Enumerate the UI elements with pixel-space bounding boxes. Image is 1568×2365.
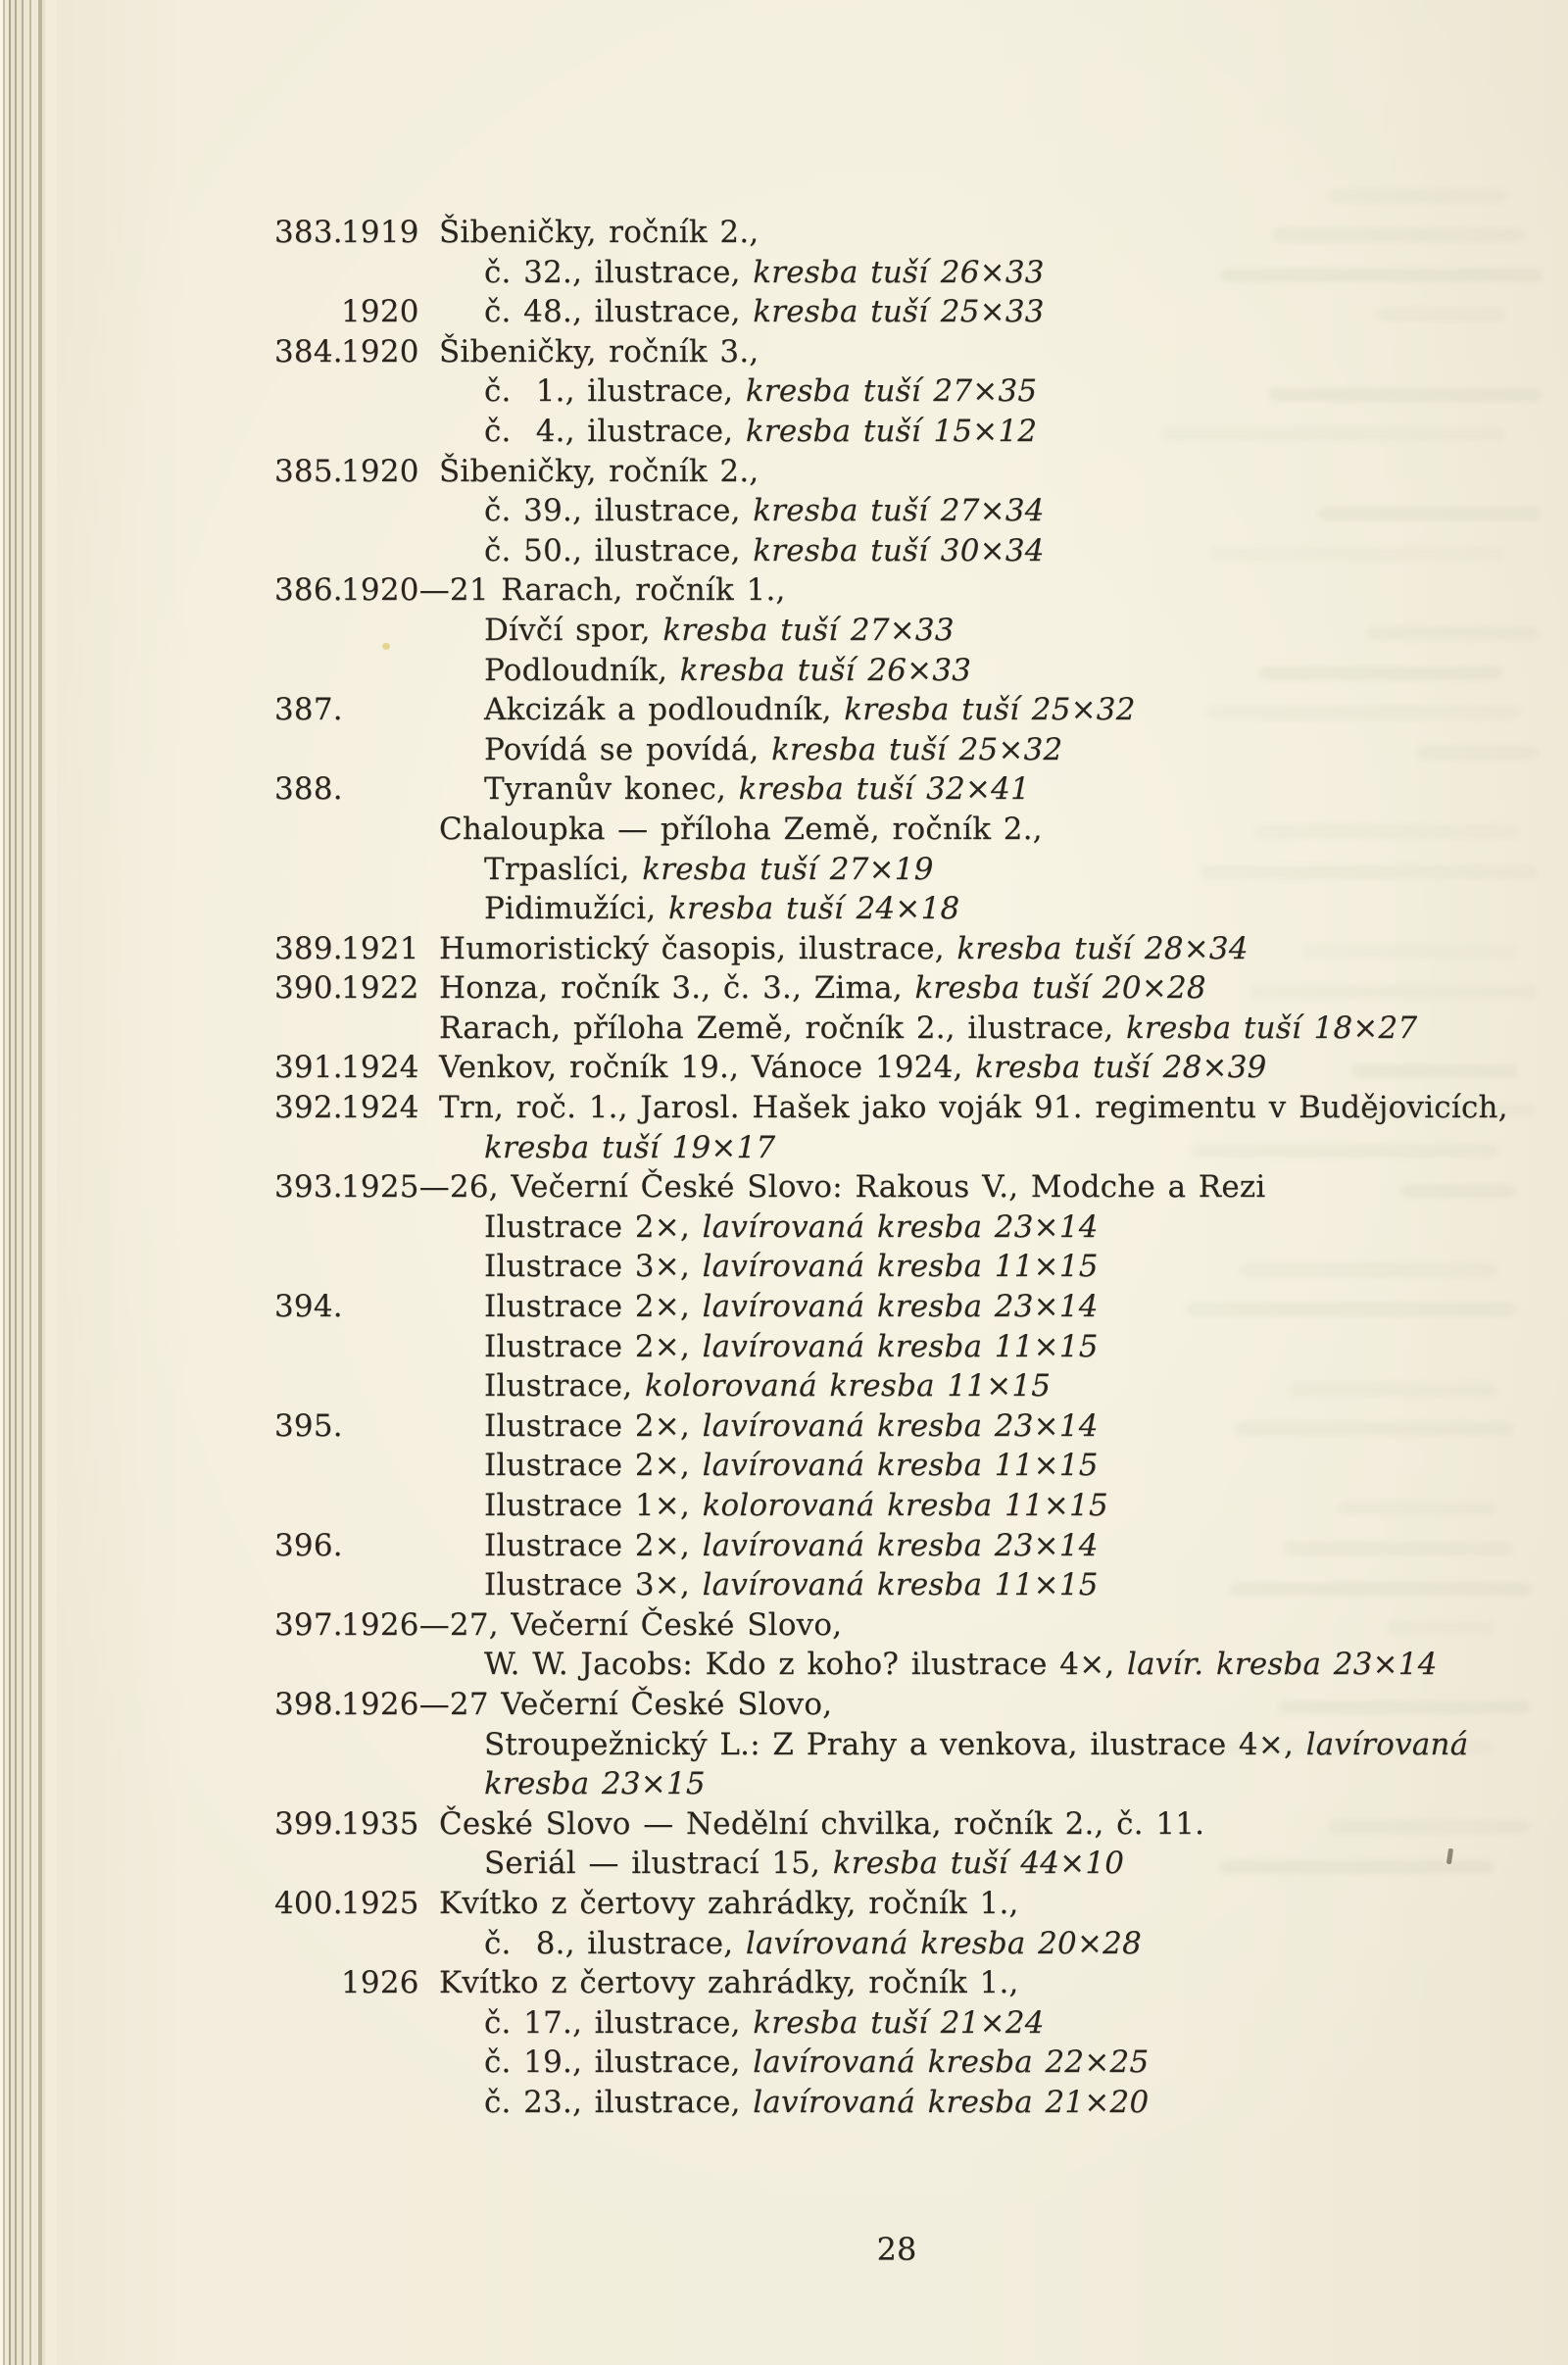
entry-number: 383.: [274, 215, 343, 250]
entry-number: 396.: [274, 1527, 343, 1563]
catalog-line: [274, 1167, 1539, 1207]
entry-year: 1935: [341, 1805, 432, 1842]
entry-text: Pidimužíci,: [484, 891, 669, 927]
entry-text: Ilustrace 1×,: [484, 1488, 703, 1523]
entry-year: 1919: [341, 215, 432, 250]
catalog-line: [274, 1287, 1539, 1327]
catalog-list: [274, 213, 1539, 2123]
technique-dimension-text: kresba tuší 28×39: [975, 1050, 1267, 1086]
entry-year: 1926—27,: [341, 1606, 512, 1643]
entry-text: Šibeničky, ročník 3.,: [439, 333, 760, 370]
technique-dimension-text: kresba tuší 27×33: [662, 612, 955, 648]
entry-year: 1925—26,: [341, 1169, 512, 1206]
technique-dimension-text: kresba 23×15: [484, 1766, 706, 1802]
catalog-line: [274, 1884, 1539, 1924]
entry-text: Rarach, příloha Země, ročník 2., ilustrace,: [439, 1010, 1126, 1046]
entry-year: [341, 690, 484, 730]
catalog-line: [274, 1486, 1539, 1526]
technique-dimension-text: lavírovaná kresba 23×14: [702, 1407, 1099, 1444]
catalog-line: [274, 651, 1539, 691]
technique-dimension-text: lavírovaná kresba 11×15: [702, 1328, 1099, 1364]
entry-year: 1926—27: [341, 1686, 502, 1722]
catalog-line: [274, 968, 1539, 1009]
entry-number: 393.: [274, 1169, 343, 1206]
technique-dimension-text: kresba tuší 26×33: [753, 254, 1045, 290]
technique-dimension-text: lavírovaná kresba 11×15: [702, 1567, 1099, 1603]
entry-number: 400.: [274, 1885, 343, 1921]
technique-dimension-text: lavírovaná kresba 11×15: [702, 1448, 1099, 1484]
entry-text: Ilustrace 3×,: [484, 1249, 703, 1285]
catalog-line: [274, 253, 1539, 293]
entry-text: Večerní České Slovo,: [501, 1686, 833, 1722]
entry-text: Kvítko z čertovy zahrádky, ročník 1.,: [439, 1885, 1019, 1921]
catalog-line: [274, 570, 1539, 611]
catalog-line: [274, 1207, 1539, 1248]
technique-dimension-text: kresba tuší 30×34: [753, 532, 1045, 568]
entry-year: 1920: [341, 333, 432, 370]
technique-dimension-text: kolorovaná kresba 11×15: [702, 1488, 1108, 1523]
entry-year: 1924: [341, 1090, 432, 1126]
catalog-line: [274, 2043, 1539, 2083]
entry-text: Ilustrace 2×,: [484, 1448, 703, 1484]
catalog-line: [274, 1366, 1539, 1406]
entry-year: 1920: [341, 294, 432, 330]
entry-text: Trpaslíci,: [484, 851, 643, 887]
entry-number: 390.: [274, 970, 343, 1007]
entry-number: 398.: [274, 1686, 343, 1722]
entry-text: Tyranův konec,: [484, 771, 739, 808]
entry-text: č. 50., ilustrace,: [484, 532, 754, 568]
entry-text: Večerní České Slovo: Rakous V., Modche a Rezi: [511, 1169, 1266, 1206]
catalog-line: [274, 1804, 1539, 1845]
catalog-line: [274, 452, 1539, 492]
technique-dimension-text: kresba tuší 44×10: [832, 1846, 1125, 1882]
catalog-line: [274, 1645, 1539, 1685]
technique-dimension-text: kolorovaná kresba 11×15: [644, 1368, 1052, 1404]
catalog-line: [274, 1844, 1539, 1884]
entry-text: č. 39., ilustrace,: [484, 493, 754, 529]
entry-number: 399.: [274, 1805, 343, 1842]
catalog-line: [274, 1565, 1539, 1605]
entry-year: 1924: [341, 1050, 432, 1086]
entry-text: Chaloupka — příloha Země, ročník 2.,: [439, 811, 1043, 847]
page-number: 28: [876, 2231, 917, 2268]
entry-text: Honza, ročník 3., č. 3., Zima,: [439, 970, 915, 1007]
catalog-line: [274, 1446, 1539, 1486]
entry-text: Ilustrace 2×,: [484, 1328, 703, 1364]
scan-speck: [382, 643, 390, 650]
catalog-line: [274, 1088, 1539, 1128]
entry-text: č. 19., ilustrace,: [484, 2045, 754, 2081]
entry-text: č. 23., ilustrace,: [484, 2084, 754, 2120]
entry-text: Povídá se povídá,: [484, 731, 772, 767]
catalog-line: [274, 1009, 1539, 1049]
entry-text: Večerní České Slovo,: [511, 1606, 843, 1643]
catalog-line: [274, 2083, 1539, 2123]
entry-text: č. 4., ilustrace,: [484, 413, 746, 449]
technique-dimension-text: kresba tuší 20×28: [914, 970, 1206, 1007]
entry-text: Ilustrace 3×,: [484, 1567, 703, 1603]
entry-number: 394.: [274, 1289, 343, 1325]
entry-number: 397.: [274, 1606, 343, 1643]
catalog-line: [274, 2003, 1539, 2044]
technique-dimension-text: kresba tuší 26×33: [679, 652, 972, 688]
entry-text: Stroupežnický L.: Z Prahy a venkova, ilustrace 4×,: [484, 1726, 1306, 1762]
catalog-line: [274, 491, 1539, 531]
book-edge-left: [0, 0, 57, 2365]
catalog-line: [274, 611, 1539, 651]
entry-year: 1920: [341, 453, 432, 489]
entry-text: Podloudník,: [484, 652, 680, 688]
entry-text: Ilustrace 2×,: [484, 1208, 703, 1245]
catalog-line: [274, 1048, 1539, 1088]
technique-dimension-text: kresba tuší 27×34: [753, 493, 1045, 529]
technique-dimension-text: lavírovaná kresba 23×14: [702, 1289, 1099, 1325]
catalog-line: [274, 889, 1539, 929]
entry-text: č. 17., ilustrace,: [484, 2004, 754, 2041]
technique-dimension-text: lavírovaná: [1305, 1726, 1469, 1762]
entry-text: Šibeničky, ročník 2.,: [439, 453, 760, 489]
catalog-line: [274, 850, 1539, 890]
technique-dimension-text: kresba tuší 21×24: [753, 2004, 1045, 2041]
technique-dimension-text: lavír. kresba 23×14: [1126, 1647, 1438, 1683]
technique-dimension-text: lavírovaná kresba 23×14: [702, 1208, 1099, 1245]
technique-dimension-text: kresba tuší 32×41: [738, 771, 1031, 808]
technique-dimension-text: kresba tuší 18×27: [1126, 1010, 1418, 1046]
catalog-line: [274, 730, 1539, 770]
entry-text: Venkov, ročník 19., Vánoce 1924,: [439, 1050, 976, 1086]
entry-text: č. 32., ilustrace,: [484, 254, 754, 290]
catalog-line: [274, 769, 1539, 810]
catalog-line: [274, 412, 1539, 452]
entry-text: Ilustrace 2×,: [484, 1407, 703, 1444]
catalog-line: [274, 1327, 1539, 1367]
catalog-line: [274, 371, 1539, 412]
technique-dimension-text: kresba tuší 19×17: [484, 1129, 776, 1165]
catalog-line: [274, 213, 1539, 253]
entry-number: 385.: [274, 453, 343, 489]
entry-text: Dívčí spor,: [484, 612, 663, 648]
entry-year: [341, 1526, 484, 1566]
technique-dimension-text: kresba tuší 27×35: [745, 373, 1038, 410]
entry-number: 388.: [274, 771, 343, 808]
entry-number: 395.: [274, 1407, 343, 1444]
technique-dimension-text: kresba tuší 28×34: [956, 930, 1249, 966]
catalog-line: [274, 1725, 1539, 1765]
catalog-line: [274, 1924, 1539, 1964]
catalog-line: [274, 690, 1539, 730]
technique-dimension-text: lavírovaná kresba 22×25: [753, 2045, 1150, 2081]
bleed-through-line: [1328, 189, 1507, 203]
entry-text: Ilustrace,: [484, 1368, 645, 1404]
technique-dimension-text: kresba tuší 27×19: [642, 851, 934, 887]
entry-text: Rarach, ročník 1.,: [501, 572, 786, 609]
catalog-line: [274, 929, 1539, 969]
catalog-line: [274, 1247, 1539, 1287]
entry-year: [341, 769, 484, 810]
entry-text: Ilustrace 2×,: [484, 1527, 703, 1563]
entry-text: Ilustrace 2×,: [484, 1289, 703, 1325]
entry-text: Šibeničky, ročník 2.,: [439, 215, 760, 250]
technique-dimension-text: lavírovaná kresba 20×28: [745, 1925, 1142, 1961]
catalog-line: [274, 1685, 1539, 1725]
technique-dimension-text: kresba tuší 24×18: [668, 891, 960, 927]
technique-dimension-text: lavírovaná kresba 11×15: [702, 1249, 1099, 1285]
entry-year: [341, 1287, 484, 1327]
entry-number: 387.: [274, 692, 343, 728]
entry-text: W. W. Jacobs: Kdo z koho? ilustrace 4×,: [484, 1647, 1127, 1683]
catalog-line: [274, 1128, 1539, 1168]
technique-dimension-text: lavírovaná kresba 23×14: [702, 1527, 1099, 1563]
entry-year: 1925: [341, 1885, 432, 1921]
entry-number: 391.: [274, 1050, 343, 1086]
technique-dimension-text: kresba tuší 25×33: [753, 294, 1045, 330]
technique-dimension-text: lavírovaná kresba 21×20: [753, 2084, 1150, 2120]
technique-dimension-text: kresba tuší 15×12: [745, 413, 1038, 449]
entry-text: č. 8., ilustrace,: [484, 1925, 746, 1961]
entry-text: Kvítko z čertovy zahrádky, ročník 1.,: [439, 1965, 1019, 2001]
entry-text: Trn, roč. 1., Jarosl. Hašek jako voják 91. regimentu v Budějovicích,: [439, 1090, 1508, 1126]
technique-dimension-text: kresba tuší 25×32: [844, 692, 1136, 728]
entry-text: Akcizák a podloudník,: [484, 692, 845, 728]
technique-dimension-text: kresba tuší 25×32: [771, 731, 1063, 767]
entry-number: 386.: [274, 572, 343, 609]
entry-text: Humoristický časopis, ilustrace,: [439, 930, 957, 966]
entry-number: 384.: [274, 333, 343, 370]
entry-text: České Slovo — Nedělní chvilka, ročník 2., č. 11.: [439, 1805, 1205, 1842]
catalog-line: [274, 1526, 1539, 1566]
entry-text: č. 48., ilustrace,: [484, 294, 754, 330]
entry-year: 1920—21: [341, 572, 502, 609]
entry-text: Seriál — ilustrací 15,: [484, 1846, 833, 1882]
entry-year: 1926: [341, 1965, 432, 2001]
entry-text: č. 1., ilustrace,: [484, 373, 746, 410]
catalog-line: [274, 1963, 1539, 2003]
catalog-line: [274, 1764, 1539, 1804]
entry-year: [341, 1406, 484, 1447]
entry-year: 1922: [341, 970, 432, 1007]
entry-year: 1921: [341, 930, 432, 966]
catalog-line: [274, 1605, 1539, 1646]
catalog-line: [274, 810, 1539, 850]
catalog-line: [274, 531, 1539, 571]
catalog-line: [274, 1406, 1539, 1447]
catalog-line: [274, 292, 1539, 332]
entry-number: 389.: [274, 930, 343, 966]
catalog-line: [274, 332, 1539, 372]
entry-number: 392.: [274, 1090, 343, 1126]
